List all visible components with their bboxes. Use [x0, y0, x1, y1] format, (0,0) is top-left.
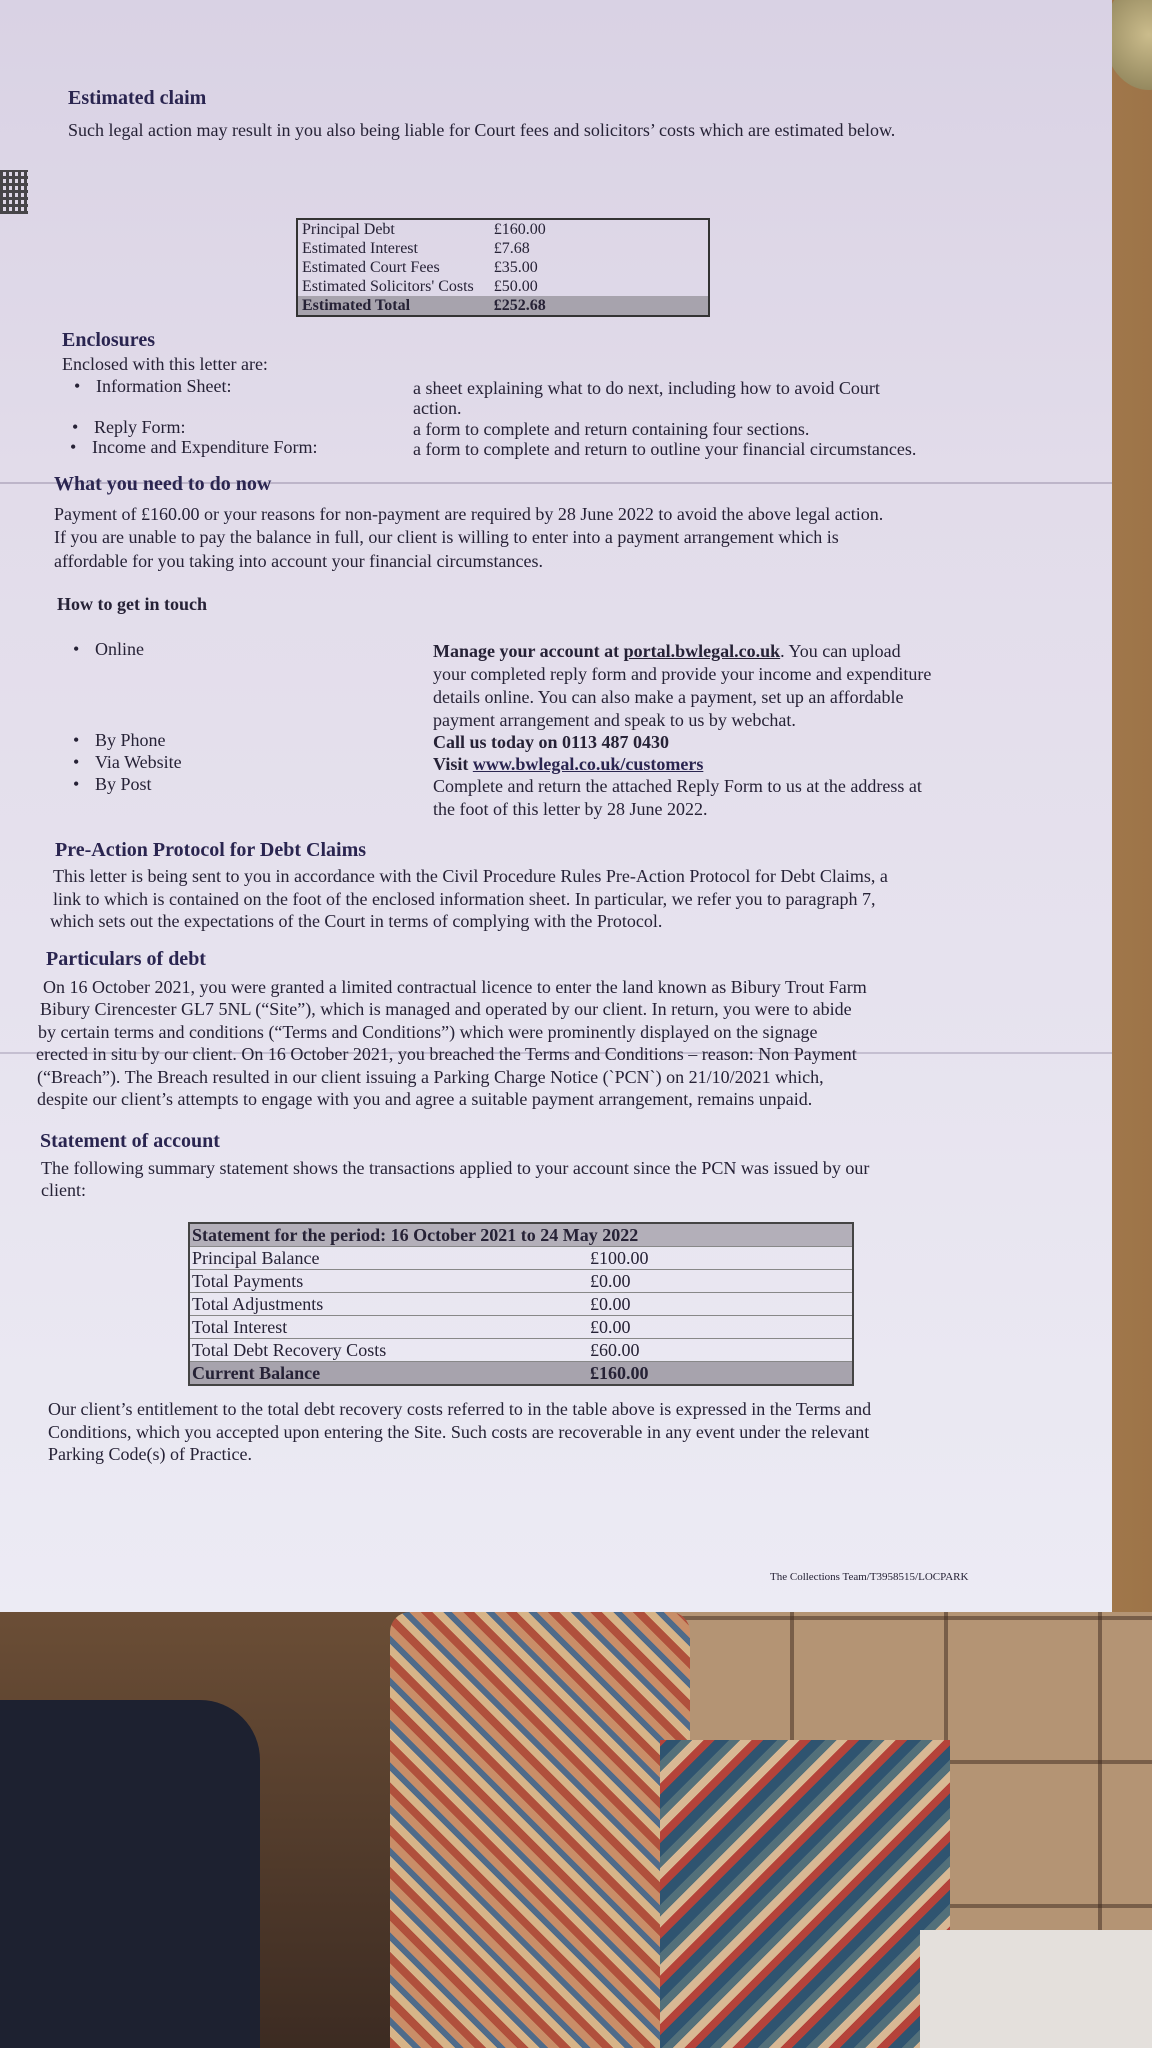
table-row — [297, 277, 709, 296]
table-total-row — [189, 1362, 853, 1386]
particulars-line: by certain terms and conditions (“Terms and Conditions”) which were prominently displayed on the signage — [38, 1022, 818, 1042]
estimated-claim-table — [296, 218, 710, 317]
table-row — [297, 239, 709, 258]
row-label: Total Interest — [189, 1316, 588, 1339]
what-to-do-line: Payment of £160.00 or your reasons for non-payment are required by 28 June 2022 to avoid the above legal action. — [54, 504, 884, 524]
light-fabric — [920, 1930, 1152, 2048]
row-label: Principal Debt — [302, 221, 395, 238]
row-label: Estimated Interest — [302, 240, 418, 257]
post-text: the foot of this letter by 28 June 2022. — [433, 799, 708, 819]
contact-method: • Via Website — [73, 751, 182, 774]
closing-line: Conditions, which you accepted upon entering the Site. Such costs are recoverable in any event under the relevant — [48, 1422, 870, 1442]
table-row — [189, 1316, 853, 1339]
statement-heading: Statement of account — [40, 1130, 220, 1152]
total-label: Current Balance — [189, 1362, 588, 1386]
table-row — [189, 1247, 853, 1270]
paisley-scarf — [390, 1612, 690, 2048]
enclosures-intro: Enclosed with this letter are: — [62, 354, 268, 374]
phone-number: Call us today on 0113 487 0430 — [433, 732, 670, 752]
website-line — [433, 753, 703, 776]
online-text: . You can upload — [780, 641, 901, 661]
row-label: Estimated Court Fees — [302, 259, 440, 276]
total-label: Estimated Total — [297, 296, 478, 316]
footer-reference: The Collections Team/T3958515/LOCPARK — [770, 1571, 969, 1583]
enclosure-desc: a form to complete and return to outline your financial circumstances. — [413, 439, 917, 459]
row-value: £160.00 — [493, 221, 546, 238]
total-value: £160.00 — [588, 1362, 853, 1386]
particulars-line: despite our client’s attempts to engage with you and agree a suitable payment arrangement, remains unpaid. — [37, 1089, 813, 1109]
enclosures-heading: Enclosures — [62, 329, 155, 351]
what-to-do-line: If you are unable to pay the balance in full, our client is willing to enter into a payment arrangement which is — [54, 527, 839, 547]
row-value: £35.00 — [493, 259, 538, 276]
portal-link[interactable]: portal.bwlegal.co.uk — [623, 641, 781, 661]
pre-action-line: This letter is being sent to you in accordance with the Civil Procedure Rules Pre-Action Protocol for Debt Claims, a — [53, 866, 888, 886]
table-row — [189, 1293, 853, 1316]
particulars-heading: Particulars of debt — [46, 948, 206, 970]
table-total-row — [297, 296, 709, 316]
website-link[interactable]: www.bwlegal.co.uk/customers — [472, 754, 704, 774]
patterned-scarf — [660, 1740, 950, 2048]
row-label: Principal Balance — [189, 1247, 588, 1270]
enclosure-name: • Information Sheet: — [74, 375, 231, 398]
table-header-row — [189, 1223, 853, 1247]
contact-method: • By Phone — [73, 729, 166, 752]
enclosure-desc: a form to complete and return containing four sections. — [413, 419, 810, 439]
statement-table — [188, 1222, 854, 1386]
row-value: £0.00 — [588, 1316, 853, 1339]
enclosure-desc: a sheet explaining what to do next, including how to avoid Court — [413, 378, 880, 398]
enclosure-name: • Income and Expenditure Form: — [70, 436, 317, 459]
website-prefix: Visit — [433, 754, 473, 774]
post-text: Complete and return the attached Reply Form to us at the address at — [433, 776, 922, 796]
pre-action-line: which sets out the expectations of the Court in terms of complying with the Protocol. — [50, 911, 663, 931]
enclosure-name: • Reply Form: — [72, 416, 186, 439]
statement-intro: client: — [41, 1180, 86, 1200]
what-to-do-heading: What you need to do now — [54, 473, 272, 495]
particulars-line: On 16 October 2021, you were granted a limited contractual licence to enter the land known as Bibury Trout Farm — [43, 977, 867, 997]
row-value: £0.00 — [588, 1270, 853, 1293]
barcode-mark — [0, 170, 28, 214]
dark-jacket — [0, 1700, 260, 2048]
closing-line: Parking Code(s) of Practice. — [48, 1444, 252, 1464]
table-row — [189, 1270, 853, 1293]
get-in-touch-heading: How to get in touch — [57, 594, 207, 614]
contact-method: • Online — [73, 638, 144, 661]
row-value: £7.68 — [493, 240, 530, 257]
statement-intro: The following summary statement shows the transactions applied to your account since the PCN was issued by our — [41, 1158, 870, 1178]
particulars-line: erected in situ by our client. On 16 October 2021, you breached the Terms and Conditions – reason: Non Payment — [36, 1044, 857, 1064]
contact-method: • By Post — [73, 773, 152, 796]
online-text: your completed reply form and provide your income and expenditure — [433, 664, 932, 684]
online-text: details online. You can also make a payment, set up an affordable — [433, 687, 904, 707]
row-label: Total Adjustments — [189, 1293, 588, 1316]
particulars-line: Bibury Cirencester GL7 5NL (“Site”), which is managed and operated by our client. In return, you were to abide — [40, 999, 852, 1019]
enclosure-desc: action. — [413, 398, 462, 418]
pre-action-heading: Pre-Action Protocol for Debt Claims — [55, 839, 367, 861]
row-label: Estimated Solicitors' Costs — [302, 278, 474, 295]
table-row — [297, 219, 709, 239]
closing-line: Our client’s entitlement to the total debt recovery costs referred to in the table above is expressed in the Terms and — [48, 1399, 872, 1419]
row-value: £0.00 — [588, 1293, 853, 1316]
table-row — [297, 258, 709, 277]
row-value: £100.00 — [588, 1247, 853, 1270]
online-line — [433, 640, 901, 663]
what-to-do-line: affordable for you taking into account your financial circumstances. — [54, 551, 543, 571]
row-label: Total Debt Recovery Costs — [189, 1339, 588, 1362]
row-value: £50.00 — [493, 278, 538, 295]
row-label: Total Payments — [189, 1270, 588, 1293]
statement-period: Statement for the period: 16 October 2021 to 24 May 2022 — [189, 1223, 853, 1247]
pre-action-line: link to which is contained on the foot of the enclosed information sheet. In particular, we refer you to paragraph 7, — [53, 889, 876, 909]
online-prefix: Manage your account at — [433, 641, 624, 661]
online-text: payment arrangement and speak to us by webchat. — [433, 710, 796, 730]
row-value: £60.00 — [588, 1339, 853, 1362]
estimated-claim-heading: Estimated claim — [68, 87, 207, 109]
table-row — [189, 1339, 853, 1362]
particulars-line: (“Breach”). The Breach resulted in our client issuing a Parking Charge Notice (`PCN`) on 21/10/2021 which, — [37, 1067, 824, 1087]
total-value: £252.68 — [478, 296, 709, 316]
estimated-claim-intro: Such legal action may result in you also being liable for Court fees and solicitors’ costs which are estimated below. — [68, 120, 896, 140]
